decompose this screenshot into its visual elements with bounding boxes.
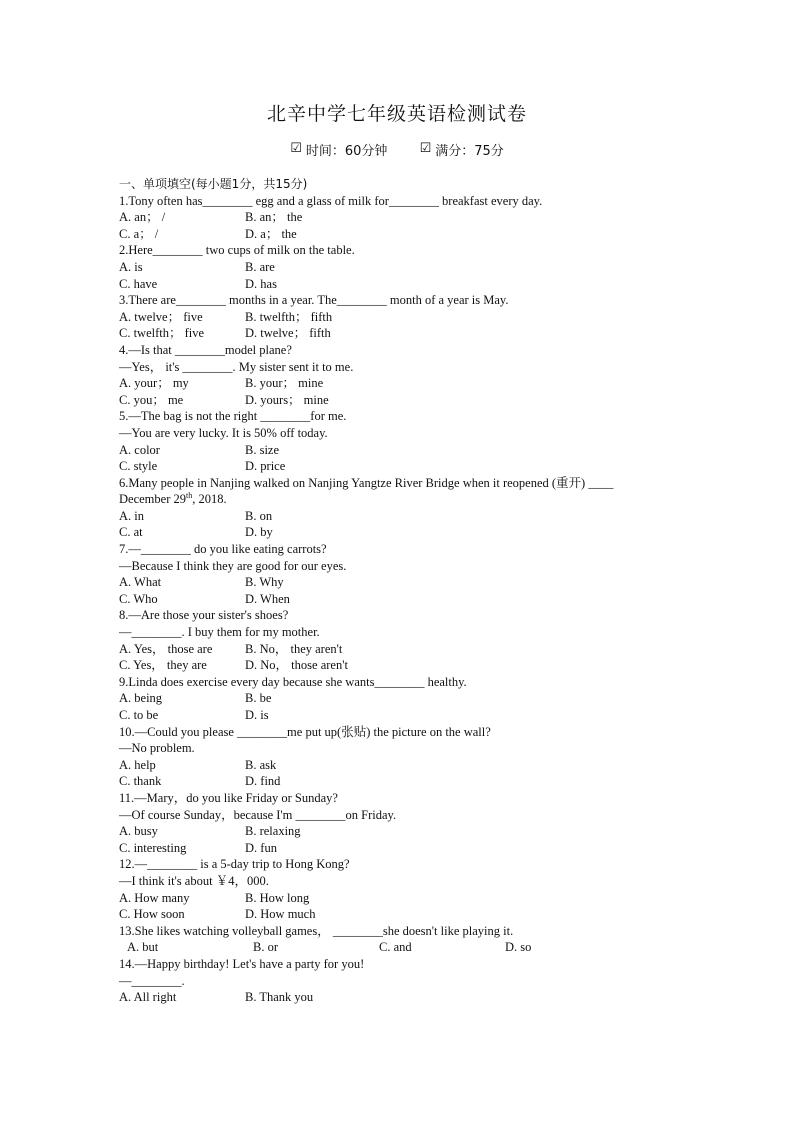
options-row — [119, 392, 739, 409]
ordinal-suffix: th — [185, 491, 193, 501]
option-b: B. No， they aren't — [245, 641, 343, 656]
option-d: D. twelve； fifth — [245, 326, 331, 341]
option-c: C. a； / — [119, 226, 159, 241]
question-stem: 3.There are________ months in a year. The________ month of a year is May. — [119, 293, 509, 308]
option-c: C. to be — [119, 708, 159, 722]
options-row — [119, 259, 739, 276]
exam-title: 北辛中学七年级英语检测试卷 — [266, 103, 527, 125]
question-stem-line2: —________. I buy them for my mother. — [119, 625, 320, 640]
option-d: D. a； the — [245, 226, 297, 241]
options-row — [119, 524, 739, 541]
option-d: D. so — [505, 940, 532, 955]
option-a: A. color — [119, 442, 160, 457]
question-stem: 11.—Mary，do you like Friday or Sunday? — [119, 790, 338, 805]
options-row — [119, 906, 739, 923]
options-row — [119, 276, 739, 293]
options-row — [119, 591, 739, 608]
question-stem: 5.—The bag is not the right ________for me. — [119, 409, 347, 424]
question-stem-line2: —No problem. — [119, 741, 195, 756]
option-b: B. Why — [245, 575, 284, 590]
checkbox-icon: ☑ — [419, 141, 432, 156]
options-row — [119, 209, 739, 226]
option-c: C. have — [119, 276, 158, 291]
option-d: D. When — [245, 591, 290, 606]
option-b: B. twelfth； fifth — [245, 309, 333, 324]
option-a: A. is — [119, 259, 143, 274]
option-c: C. twelfth； five — [119, 326, 205, 341]
question-stem: 10.—Could you please ________me put up(张贴) the picture on the wall? — [119, 724, 491, 739]
options-row — [119, 226, 739, 243]
question-stem: 9.Linda does exercise every day because she wants________ healthy. — [119, 674, 467, 689]
option-b: B. size — [245, 442, 280, 457]
option-b: B. Thank you — [245, 990, 314, 1005]
question-stem: 13.She likes watching volleyball games， ________she doesn't like playing it. — [119, 923, 514, 938]
option-a: A. an； / — [119, 210, 166, 225]
question-list — [119, 176, 739, 1006]
option-c: C. at — [119, 525, 143, 540]
options-row — [119, 823, 739, 840]
options-row — [119, 757, 739, 774]
option-d: D. How much — [245, 907, 316, 922]
option-c: C. How soon — [119, 907, 185, 922]
option-b: B. How long — [245, 890, 310, 905]
section-heading: 一、单项填空(每小题1分，共15分) — [119, 177, 308, 191]
options-row — [119, 707, 739, 724]
score-info — [420, 140, 504, 159]
options-row — [119, 574, 739, 591]
option-d: D. fun — [245, 840, 277, 855]
question-stem-line2: —Yes， it's ________. My sister sent it to me. — [119, 359, 354, 374]
option-a: A. How many — [119, 890, 190, 905]
option-b: B. an； the — [245, 210, 303, 225]
year-text: , 2018. — [192, 492, 227, 507]
option-c: C. Who — [119, 591, 158, 606]
question-stem-line2: —Of course Sunday，because I'm ________on Friday. — [119, 807, 397, 822]
options-row — [119, 375, 739, 392]
options-row — [119, 657, 739, 674]
option-b: B. on — [245, 508, 273, 523]
checkbox-icon: ☑ — [290, 141, 302, 156]
option-b: B. relaxing — [245, 824, 301, 839]
option-c: C. interesting — [119, 840, 187, 855]
time-text: 时间：60分钟 — [305, 144, 388, 159]
question-stem-line2: —Because I think they are good for our eyes. — [119, 558, 347, 573]
options-row — [119, 309, 739, 326]
options-row — [119, 939, 739, 956]
option-a: A. twelve； five — [119, 309, 203, 324]
question-stem: 4.—Is that ________model plane? — [119, 342, 292, 357]
question-stem: 7.—________ do you like eating carrots? — [119, 542, 327, 557]
options-row — [119, 458, 739, 475]
question-stem: 12.—________ is a 5-day trip to Hong Kong? — [119, 857, 350, 872]
option-b: B. your； mine — [245, 376, 324, 391]
option-b: B. ask — [245, 757, 277, 772]
option-d: D. has — [245, 276, 277, 291]
question-stem: 8.—Are those your sister's shoes? — [119, 608, 289, 623]
question-stem: 6.Many people in Nanjing walked on Nanjing Yangtze River Bridge when it reopened (重开) ____ — [119, 475, 614, 490]
option-b: B. are — [245, 259, 275, 274]
question-stem: 1.Tony often has________ egg and a glass of milk for________ breakfast every day. — [119, 193, 543, 208]
option-a: A. your； my — [119, 376, 189, 391]
option-c: C. you； me — [119, 392, 184, 407]
option-a: A. help — [119, 757, 156, 772]
options-row — [119, 508, 739, 525]
option-d: D. yours； mine — [245, 392, 329, 407]
exam-info — [0, 140, 794, 159]
option-b: B. or — [253, 940, 278, 955]
options-row — [119, 840, 739, 857]
question-stem-line2 — [119, 491, 739, 508]
option-c: C. style — [119, 459, 158, 474]
option-d: D. price — [245, 459, 286, 474]
date-text: December 29 — [119, 492, 186, 507]
options-row — [119, 690, 739, 707]
option-d: D. find — [245, 774, 281, 789]
options-row — [119, 890, 739, 907]
question-stem-line2: —You are very lucky. It is 50% off today. — [119, 425, 328, 440]
option-d: D. by — [245, 525, 273, 540]
options-row — [119, 989, 739, 1006]
option-a: A. Yes， those are — [119, 641, 213, 656]
option-c: C. thank — [119, 774, 162, 789]
options-row — [119, 325, 739, 342]
question-stem-line2: —I think it's about ￥4，000. — [119, 873, 269, 888]
options-row — [119, 773, 739, 790]
option-d: D. is — [245, 708, 269, 722]
option-a: A. busy — [119, 824, 158, 839]
question-stem: 2.Here________ two cups of milk on the table. — [119, 243, 355, 258]
option-a: A. in — [119, 508, 144, 523]
options-row — [119, 641, 739, 658]
option-b: B. be — [245, 691, 272, 706]
option-d: D. No， those aren't — [245, 658, 348, 673]
option-a: A. being — [119, 691, 163, 706]
options-row — [119, 442, 739, 459]
option-a: A. What — [119, 575, 162, 590]
question-stem-line2: —________. — [119, 973, 185, 988]
option-a: A. but — [127, 940, 159, 955]
time-info — [290, 140, 387, 159]
option-c: C. and — [379, 940, 412, 955]
option-c: C. Yes， they are — [119, 658, 207, 673]
question-stem: 14.—Happy birthday! Let's have a party for you! — [119, 956, 365, 971]
option-a: A. All right — [119, 990, 177, 1005]
score-text: 满分：75分 — [435, 144, 504, 159]
